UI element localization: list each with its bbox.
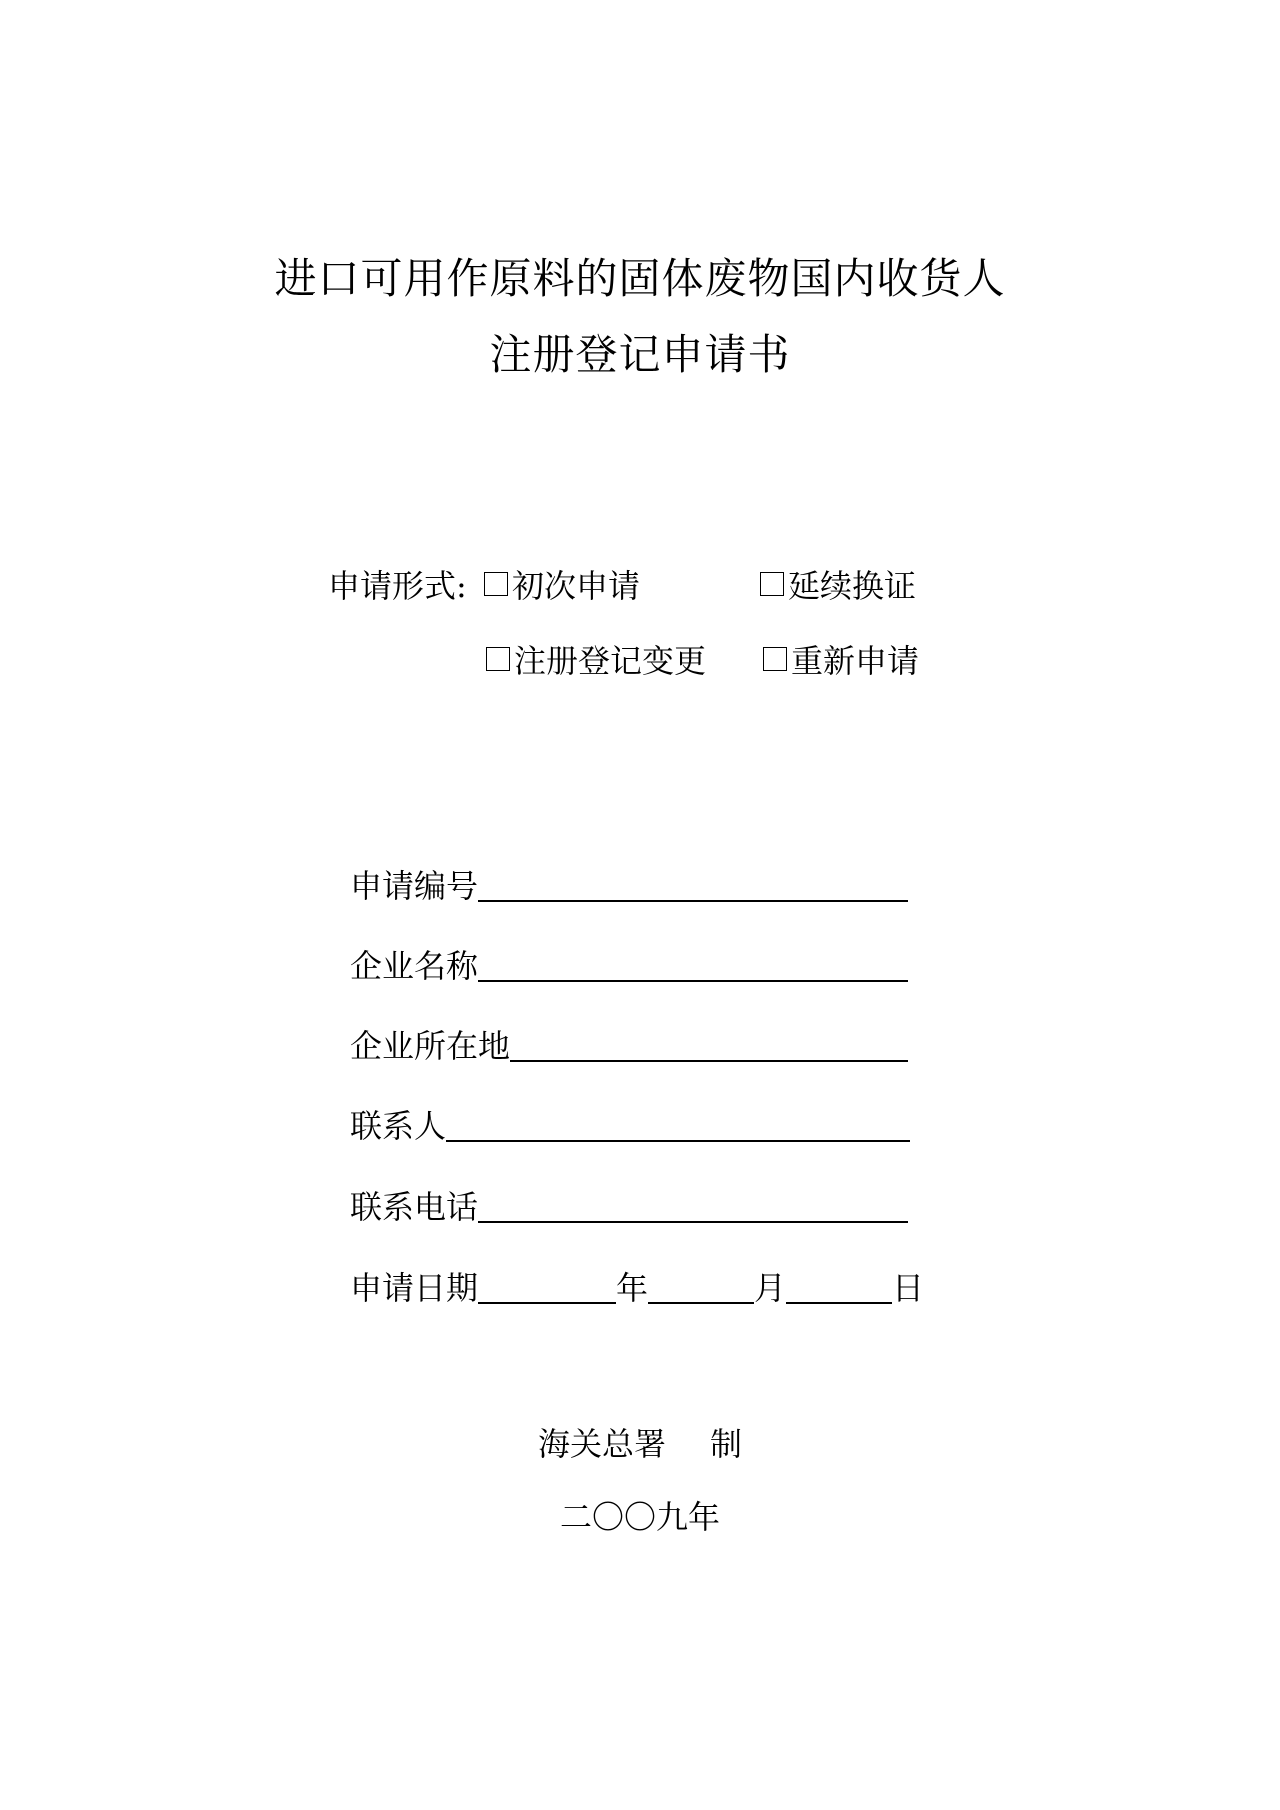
- date-day-blank[interactable]: [786, 1270, 892, 1304]
- field-label: 申请日期: [350, 1269, 479, 1307]
- checkbox-renewal[interactable]: [760, 572, 784, 596]
- company-location-blank[interactable]: [510, 1028, 908, 1062]
- field-label: 联系人: [350, 1107, 447, 1145]
- option-label: 初次申请: [512, 567, 641, 605]
- issuer-line: [0, 1425, 1280, 1463]
- option-registration-change[interactable]: [486, 642, 707, 680]
- field-company-location: [350, 1027, 908, 1065]
- option-initial-application[interactable]: [484, 567, 641, 605]
- date-year-blank[interactable]: [478, 1270, 616, 1304]
- issue-year: 二〇〇九年: [559, 1498, 720, 1536]
- field-contact-person: [350, 1107, 910, 1145]
- month-unit: 月: [754, 1269, 787, 1307]
- field-label: 企业所在地: [350, 1027, 511, 1065]
- field-application-number: [350, 867, 908, 905]
- date-month-blank[interactable]: [648, 1270, 754, 1304]
- field-label: 联系电话: [350, 1188, 479, 1226]
- checkbox-reapplication[interactable]: [763, 647, 787, 671]
- checkbox-registration-change[interactable]: [486, 647, 510, 671]
- document-title-line-2: 注册登记申请书: [489, 330, 791, 379]
- application-form-label: 申请形式:: [328, 567, 467, 605]
- document-title-line-1: 进口可用作原料的固体废物国内收货人: [274, 254, 1006, 303]
- field-contact-phone: [350, 1188, 908, 1226]
- field-label: 申请编号: [350, 867, 479, 905]
- year-unit: 年: [616, 1269, 649, 1307]
- issuer-suffix: 制: [710, 1425, 743, 1463]
- field-company-name: [350, 947, 908, 985]
- checkbox-initial-application[interactable]: [484, 572, 508, 596]
- day-unit: 日: [892, 1269, 925, 1307]
- option-label: 延续换证: [788, 567, 917, 605]
- option-reapplication[interactable]: [763, 642, 920, 680]
- option-label: 注册登记变更: [514, 642, 707, 680]
- option-renewal[interactable]: [760, 567, 917, 605]
- issuer-name: 海关总署: [537, 1425, 666, 1463]
- company-name-blank[interactable]: [478, 948, 908, 982]
- contact-phone-blank[interactable]: [478, 1189, 908, 1223]
- contact-person-blank[interactable]: [446, 1108, 910, 1142]
- field-label: 企业名称: [350, 947, 479, 985]
- field-application-date: [350, 1269, 925, 1307]
- option-label: 重新申请: [791, 642, 920, 680]
- application-number-blank[interactable]: [478, 868, 908, 902]
